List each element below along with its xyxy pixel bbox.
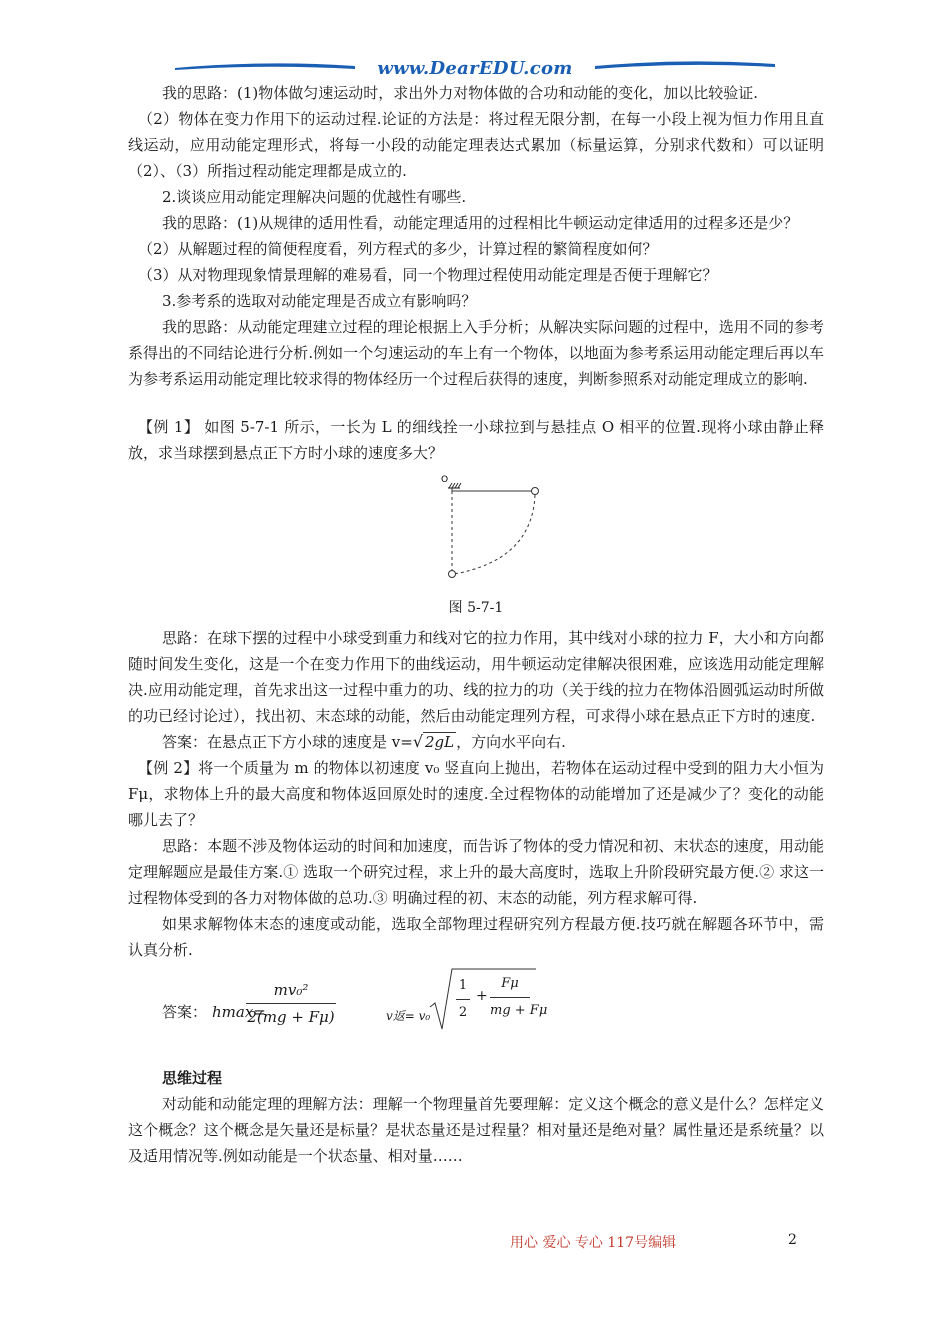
hmax-label: hmax= (212, 1003, 266, 1021)
hmax-fraction (246, 977, 336, 1030)
footer-text: 用心 爱心 专心 117号编辑 (510, 1235, 677, 1251)
sqrt-expression: 2gL (425, 733, 455, 751)
half-fraction (456, 973, 470, 1026)
half-denominator: 2 (456, 999, 470, 1026)
answer-tail: ，方向水平向右. (456, 733, 566, 751)
example-1-question: 【例 1】 如图 5-7-1 所示，一长为 L 的细线拴一小球拉到与悬挂点 O 相平的位置.现将小球由静止释放，求当球摆到悬点正下方时小球的速度多大？ (128, 418, 824, 462)
sqrt-symbol: √ (412, 732, 424, 751)
paragraph: （3）从对物理现象情景理解的难易看，同一个物理过程使用动能定理是否便于理解它？ (138, 266, 718, 284)
pendulum-figure (128, 470, 824, 585)
half-numerator: 1 (458, 978, 468, 993)
example-2-approach: 思路：本题不涉及物体运动的时间和加速度，而告诉了物体的受力情况和初、末状态的速度，用动能定理解题应是最佳方案.① 选取一个研究过程，求上升的最大高度时，选取上升阶段研究最方便.② 求这一过程物体受到的各力对物体做的总功.③ 明确过程的初、末态的动能，列方程求解可得. (128, 837, 824, 907)
paragraph: （2）从解题过程的简便程度看，列方程式的多少，计算过程的繁简程度如何？ (138, 240, 658, 258)
document-body (128, 80, 824, 1169)
inner-fraction (490, 971, 548, 1024)
paragraph: （2）物体在变力作用下的运动过程.论证的方法是：将过程无限分割，在每一小段上视为恒力作用且直线运动，应用动能定理形式，将每一小段的动能定理表达式累加（标量运算，分别求代数和）可以证明（2）、（3）所指过程动能定理都是成立的. (128, 110, 824, 180)
section-title: 思维过程 (162, 1069, 223, 1087)
hmax-denominator: 2(mg + Fμ) (246, 1003, 336, 1030)
inner-denominator: mg + Fμ (490, 997, 530, 1024)
paragraph: 我的思路：(1)物体做匀速运动时，求出外力对物体做的合功和动能的变化，加以比较验证. (162, 84, 759, 102)
example-1-approach: 思路：在球下摆的过程中小球受到重力和线对它的拉力作用，其中线对小球的拉力 F，大小和方向都随时间发生变化，这是一个在变力作用下的曲线运动，用牛顿运动定律解决很困难，应该选用动能定理解决.应用动能定理，首先求出这一过程中重力的功、线的拉力的功（关于线的拉力在物体沿圆弧运动时所做的功已经讨论过），找出初、末态球的动能，然后由动能定理列方程，可求得小球在悬点正下方时的速度. (128, 629, 824, 725)
plus-sign: + (476, 988, 488, 1004)
pendulum-diagram (428, 470, 568, 585)
answer-text: 答案：在悬点正下方小球的速度是 v= (162, 733, 413, 751)
hmax-numerator: mv₀² (273, 981, 309, 999)
page-number: 2 (788, 1232, 797, 1248)
paragraph: 2.谈谈应用动能定理解决问题的优越性有哪些. (162, 188, 467, 206)
example-1-answer (128, 729, 824, 755)
inner-numerator: Fμ (501, 976, 519, 991)
example-2-tip: 如果求解物体末态的速度或动能，选取全部物理过程研究列方程最方便.技巧就在解题各环节中，需认真分析. (128, 915, 824, 959)
paragraph: 我的思路：(1)从规律的适用性看，动能定理适用的过程相比牛顿运动定律适用的过程多还是少？ (162, 214, 799, 232)
example-2-answer (128, 963, 824, 1045)
paragraph: 3.参考系的选取对动能定理是否成立有影响吗？ (162, 292, 477, 310)
figure-caption: 图 5-7-1 (448, 600, 504, 616)
site-brand[interactable]: www.DearEDU.com (377, 58, 573, 79)
closing-paragraph: 对动能和动能定理的理解方法：理解一个物理量首先要理解：定义这个概念的意义是什么？怎样定义这个概念？这个概念是矢量还是标量？是状态量还是过程量？相对量还是绝对量？属性量还是系统量？以及适用情况等.例如动能是一个状态量、相对量…… (128, 1095, 824, 1165)
example-2-question: 【例 2】将一个质量为 m 的物体以初速度 v₀ 竖直向上抛出，若物体在运动过程中受到的阻力大小恒为 Fμ，求物体上升的最大高度和物体返回原处时的速度.全过程物体的动能增加了还是减少了？变化的动能哪儿去了？ (128, 759, 824, 829)
paragraph: 我的思路：从动能定理建立过程的理论根据上入手分析；从解决实际问题的过程中，选用不同的参考系得出的不同结论进行分析.例如一个匀速运动的车上有一个物体，以地面为参考系运用动能定理后再以车为参考系运用动能定理比较求得的物体经历一个过程后获得的速度，判断参照系对动能定理成立的影响. (128, 318, 824, 388)
answer-label: 答案： (162, 1003, 208, 1021)
pivot-label: O (441, 475, 449, 485)
v-return-label: v返= v₀ (386, 1009, 431, 1023)
